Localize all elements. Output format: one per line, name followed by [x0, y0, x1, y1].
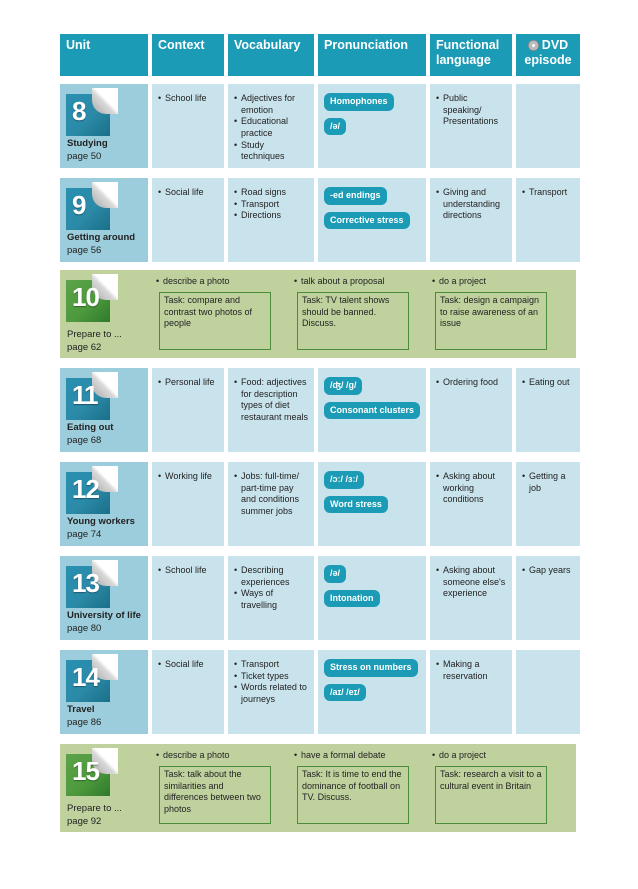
- list-item: • Food: adjectives for description types of diet restaurant meals: [234, 377, 309, 424]
- vocabulary-list: [234, 93, 309, 163]
- pronunciation-pill: Homophones: [324, 93, 394, 111]
- context-list: [158, 659, 219, 671]
- list-item: • School life: [158, 93, 219, 105]
- project-heading: [156, 276, 230, 288]
- pill-wrap: [324, 212, 421, 237]
- pill-wrap: [324, 471, 421, 496]
- functional-language-cell: [430, 462, 512, 546]
- list-item: • Educational practice: [234, 116, 309, 139]
- list-item: • Asking about someone else's experience: [436, 565, 507, 600]
- project-bullet: • talk about a proposal: [294, 276, 385, 288]
- list-item: • Giving and understanding directions: [436, 187, 507, 222]
- project-heading: [156, 750, 230, 762]
- unit-row: [60, 556, 576, 640]
- unit-page: page 62: [67, 342, 102, 353]
- unit-cell: [60, 368, 148, 452]
- pronunciation-cell: [318, 368, 426, 452]
- list-item: • Getting a job: [522, 471, 575, 494]
- vocabulary-list: [234, 377, 309, 424]
- page-curl-icon: [92, 88, 118, 114]
- pronunciation-pill: /ə/: [324, 118, 346, 136]
- dvd-episode-cell: [516, 84, 580, 168]
- unit-title: Getting around: [67, 231, 136, 243]
- functional-list: [436, 377, 507, 389]
- project-heading: [432, 750, 486, 762]
- dvd-list: [522, 471, 575, 494]
- unit-page: page 74: [67, 528, 102, 540]
- pill-wrap: [324, 496, 421, 521]
- pill-wrap: [324, 565, 421, 590]
- project-task-box: Task: design a campaign to raise awareness of an issue: [435, 292, 547, 350]
- unit-row: [60, 650, 576, 734]
- list-item: • Social life: [158, 187, 219, 199]
- list-item: • Ordering food: [436, 377, 507, 389]
- project-bullet: • do a project: [432, 750, 486, 762]
- context-list: [158, 187, 219, 199]
- header-functional-line2: language: [436, 53, 491, 68]
- dvd-list: [522, 565, 575, 577]
- project-heading: [294, 750, 386, 762]
- context-list: [158, 471, 219, 483]
- header-functional-language: [430, 34, 512, 76]
- project-task-box: Task: talk about the similarities and differences between two photos: [159, 766, 271, 824]
- unit-number-badge: [66, 88, 118, 138]
- context-list: [158, 565, 219, 577]
- unit-cell: [60, 178, 148, 262]
- dvd-episode-cell: [516, 368, 580, 452]
- unit-cell: [60, 270, 148, 358]
- unit-page: page 92: [67, 816, 102, 827]
- list-item: • Making a reservation: [436, 659, 507, 682]
- vocabulary-cell: [228, 84, 314, 168]
- unit-cell: [60, 650, 148, 734]
- list-item: • Public speaking/ Presentations: [436, 93, 507, 128]
- pronunciation-pill: Word stress: [324, 496, 388, 514]
- context-list: [158, 377, 219, 389]
- unit-cell: [60, 556, 148, 640]
- vocabulary-cell: [228, 556, 314, 640]
- context-cell: [152, 84, 224, 168]
- project-task-box: Task: It is time to end the dominance of football on TV. Discuss.: [297, 766, 409, 824]
- header-row: [60, 34, 576, 76]
- functional-language-cell: [430, 650, 512, 734]
- pronunciation-pill: Consonant clusters: [324, 402, 420, 420]
- functional-list: [436, 565, 507, 600]
- functional-list: [436, 659, 507, 682]
- unit-page: page 50: [67, 150, 102, 162]
- header-pronunciation: Pronunciation: [318, 34, 426, 76]
- context-cell: [152, 462, 224, 546]
- list-item: • Road signs: [234, 187, 309, 199]
- pronunciation-pill: /aɪ/ /eɪ/: [324, 684, 366, 702]
- project-bullet: • do a project: [432, 276, 486, 288]
- vocabulary-list: [234, 471, 309, 518]
- pill-wrap: [324, 377, 421, 402]
- contents-table: [60, 34, 576, 827]
- pronunciation-pill: /ə/: [324, 565, 346, 583]
- project-heading: [432, 276, 486, 288]
- dvd-disc-icon: [528, 40, 539, 51]
- unit-number-badge: [66, 466, 118, 516]
- list-item: • Transport: [234, 659, 309, 671]
- pill-wrap: [324, 187, 421, 212]
- functional-list: [436, 471, 507, 506]
- pill-wrap: [324, 590, 421, 615]
- context-cell: [152, 556, 224, 640]
- project-row: [60, 270, 576, 358]
- header-context: Context: [152, 34, 224, 76]
- pill-wrap: [324, 684, 421, 709]
- functional-language-cell: [430, 368, 512, 452]
- pill-wrap: [324, 118, 421, 143]
- unit-number: 11: [72, 380, 98, 410]
- header-unit: Unit: [60, 34, 148, 76]
- unit-number: 15: [72, 756, 99, 786]
- project-bullet: • have a formal debate: [294, 750, 386, 762]
- unit-number-badge: [66, 182, 118, 232]
- pronunciation-pill: -ed endings: [324, 187, 387, 205]
- unit-page: page 68: [67, 434, 102, 446]
- project-row: [60, 744, 576, 832]
- context-cell: [152, 178, 224, 262]
- context-list: [158, 93, 219, 105]
- unit-number-badge: [66, 372, 118, 422]
- unit-title: Eating out: [67, 421, 114, 433]
- list-item: • Social life: [158, 659, 219, 671]
- pill-wrap: [324, 402, 421, 427]
- unit-title: University of life: [67, 609, 141, 621]
- unit-title: Prepare to ...: [67, 329, 122, 340]
- header-vocabulary: Vocabulary: [228, 34, 314, 76]
- unit-number: 8: [72, 96, 86, 126]
- pill-wrap: [324, 93, 421, 118]
- project-task-box: Task: research a visit to a cultural event in Britain: [435, 766, 547, 824]
- pill-wrap: [324, 659, 421, 684]
- functional-list: [436, 93, 507, 128]
- pronunciation-pill: Stress on numbers: [324, 659, 418, 677]
- project-task-box: Task: TV talent shows should be banned. Discuss.: [297, 292, 409, 350]
- pronunciation-cell: [318, 84, 426, 168]
- context-cell: [152, 368, 224, 452]
- list-item: • Study techniques: [234, 140, 309, 163]
- unit-title: Studying: [67, 137, 108, 149]
- unit-row: [60, 84, 576, 168]
- list-item: • Describing experiences: [234, 565, 309, 588]
- unit-row: [60, 462, 576, 546]
- dvd-list: [522, 187, 575, 199]
- dvd-episode-cell: [516, 462, 580, 546]
- list-item: • Words related to journeys: [234, 682, 309, 705]
- header-dvd-episode: [516, 34, 580, 76]
- project-task-box: Task: compare and contrast two photos of people: [159, 292, 271, 350]
- unit-number-badge: [66, 274, 118, 324]
- vocabulary-list: [234, 187, 309, 222]
- vocabulary-cell: [228, 178, 314, 262]
- dvd-episode-cell: [516, 650, 580, 734]
- list-item: • Asking about working conditions: [436, 471, 507, 506]
- unit-page: page 80: [67, 622, 102, 634]
- list-item: • Jobs: full-time/ part-time pay and conditions summer jobs: [234, 471, 309, 518]
- unit-number-badge: [66, 560, 118, 610]
- vocabulary-list: [234, 565, 309, 612]
- vocabulary-cell: [228, 650, 314, 734]
- list-item: • Working life: [158, 471, 219, 483]
- unit-cell: [60, 744, 148, 832]
- dvd-episode-cell: [516, 178, 580, 262]
- list-item: • Ways of travelling: [234, 588, 309, 611]
- unit-row: [60, 368, 576, 452]
- unit-title: Travel: [67, 703, 95, 715]
- header-functional-line1: Functional: [436, 38, 500, 52]
- vocabulary-list: [234, 659, 309, 706]
- list-item: • Gap years: [522, 565, 575, 577]
- pronunciation-cell: [318, 650, 426, 734]
- project-heading: [294, 276, 385, 288]
- pronunciation-pill: /ʤ/ /g/: [324, 377, 362, 395]
- unit-cell: [60, 84, 148, 168]
- context-cell: [152, 650, 224, 734]
- pronunciation-cell: [318, 178, 426, 262]
- pronunciation-cell: [318, 462, 426, 546]
- unit-number: 14: [72, 662, 99, 692]
- unit-title: Young workers: [67, 515, 135, 527]
- functional-language-cell: [430, 178, 512, 262]
- project-bullet: • describe a photo: [156, 276, 230, 288]
- vocabulary-cell: [228, 368, 314, 452]
- unit-cell: [60, 462, 148, 546]
- unit-number: 9: [72, 190, 86, 220]
- header-dvd-line2: episode: [524, 53, 572, 68]
- functional-language-cell: [430, 84, 512, 168]
- dvd-list: [522, 377, 575, 389]
- functional-list: [436, 187, 507, 222]
- pronunciation-cell: [318, 556, 426, 640]
- vocabulary-cell: [228, 462, 314, 546]
- list-item: • Personal life: [158, 377, 219, 389]
- unit-page: page 56: [67, 244, 102, 256]
- list-item: • Directions: [234, 210, 309, 222]
- pronunciation-pill: /ɔː/ /ɜː/: [324, 471, 364, 489]
- list-item: • Transport: [522, 187, 575, 199]
- pronunciation-pill: Corrective stress: [324, 212, 410, 230]
- unit-number: 13: [72, 568, 99, 598]
- list-item: • Eating out: [522, 377, 575, 389]
- unit-number-badge: [66, 654, 118, 704]
- unit-number-badge: [66, 748, 118, 798]
- project-bullet: • describe a photo: [156, 750, 230, 762]
- page-curl-icon: [92, 182, 118, 208]
- list-item: • Ticket types: [234, 671, 309, 683]
- list-item: • School life: [158, 565, 219, 577]
- functional-language-cell: [430, 556, 512, 640]
- unit-title: Prepare to ...: [67, 803, 122, 814]
- header-dvd-line1: DVD: [541, 38, 569, 52]
- list-item: • Transport: [234, 199, 309, 211]
- unit-row: [60, 178, 576, 262]
- unit-number: 12: [72, 474, 99, 504]
- unit-page: page 86: [67, 716, 102, 728]
- list-item: • Adjectives for emotion: [234, 93, 309, 116]
- unit-number: 10: [72, 282, 99, 312]
- pronunciation-pill: Intonation: [324, 590, 380, 608]
- dvd-episode-cell: [516, 556, 580, 640]
